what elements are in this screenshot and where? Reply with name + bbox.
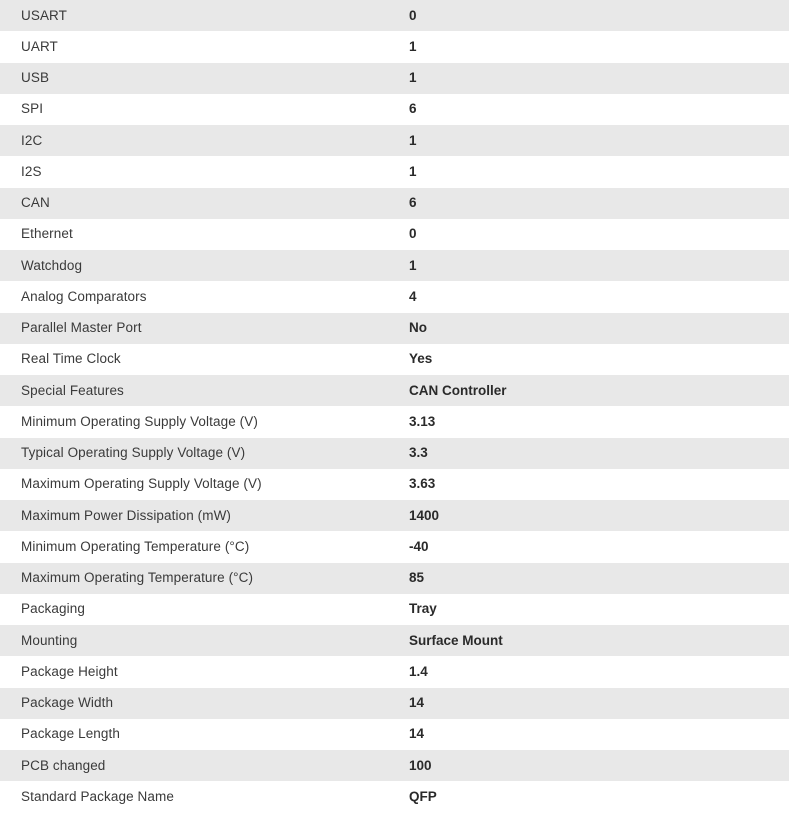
spec-label: Package Length — [21, 726, 120, 742]
spec-value: 85 — [409, 570, 425, 586]
spec-row — [0, 500, 789, 531]
spec-row — [0, 188, 789, 219]
spec-row — [0, 375, 789, 406]
spec-row — [0, 344, 789, 375]
spec-value: 100 — [409, 757, 432, 773]
spec-label: Minimum Operating Temperature (°C) — [21, 538, 250, 554]
spec-value: Yes — [409, 351, 433, 367]
spec-row — [0, 688, 789, 719]
spec-label: USB — [21, 70, 50, 86]
spec-label: Parallel Master Port — [21, 320, 142, 336]
spec-label: Special Features — [21, 382, 124, 398]
spec-label: I2S — [21, 163, 42, 179]
spec-row — [0, 31, 789, 62]
spec-label: USART — [21, 7, 68, 23]
spec-value: 0 — [409, 226, 417, 242]
spec-label: SPI — [21, 101, 44, 117]
spec-value: Tray — [409, 601, 437, 617]
spec-value: 1 — [409, 132, 417, 148]
spec-value: 3.13 — [409, 413, 436, 429]
spec-row — [0, 281, 789, 312]
spec-row — [0, 781, 789, 812]
spec-label: PCB changed — [21, 757, 106, 773]
spec-value: CAN Controller — [409, 382, 507, 398]
spec-label: Ethernet — [21, 226, 73, 242]
spec-label: Packaging — [21, 601, 85, 617]
spec-label: Analog Comparators — [21, 288, 147, 304]
spec-row — [0, 63, 789, 94]
spec-row — [0, 406, 789, 437]
spec-value: 14 — [409, 695, 425, 711]
spec-label: Maximum Power Dissipation (mW) — [21, 507, 232, 523]
spec-value: 1 — [409, 38, 417, 54]
spec-row — [0, 219, 789, 250]
spec-row — [0, 594, 789, 625]
spec-value: Surface Mount — [409, 632, 503, 648]
spec-value: 1 — [409, 163, 417, 179]
spec-row — [0, 563, 789, 594]
spec-value: 1400 — [409, 507, 440, 523]
spec-value: -40 — [409, 538, 429, 554]
spec-value: 3.63 — [409, 476, 436, 492]
spec-value: 1.4 — [409, 663, 428, 679]
spec-row — [0, 94, 789, 125]
spec-label: Watchdog — [21, 257, 83, 273]
spec-label: Minimum Operating Supply Voltage (V) — [21, 413, 258, 429]
spec-row — [0, 531, 789, 562]
spec-row — [0, 125, 789, 156]
spec-row — [0, 313, 789, 344]
spec-row — [0, 250, 789, 281]
spec-row — [0, 750, 789, 781]
spec-value: 6 — [409, 195, 417, 211]
spec-value: No — [409, 320, 427, 336]
spec-row — [0, 469, 789, 500]
spec-value: QFP — [409, 788, 437, 804]
spec-value: 6 — [409, 101, 417, 117]
spec-row — [0, 0, 789, 31]
spec-row — [0, 719, 789, 750]
spec-label: Maximum Operating Supply Voltage (V) — [21, 476, 262, 492]
spec-value: 3.3 — [409, 445, 428, 461]
spec-label: CAN — [21, 195, 50, 211]
spec-label: Maximum Operating Temperature (°C) — [21, 570, 254, 586]
spec-value: 1 — [409, 70, 417, 86]
spec-label: Standard Package Name — [21, 788, 174, 804]
spec-label: Package Height — [21, 663, 118, 679]
spec-row — [0, 438, 789, 469]
spec-label: Typical Operating Supply Voltage (V) — [21, 445, 246, 461]
spec-label: Package Width — [21, 695, 114, 711]
spec-row — [0, 625, 789, 656]
spec-value: 1 — [409, 257, 417, 273]
spec-label: UART — [21, 38, 58, 54]
spec-value: 4 — [409, 288, 417, 304]
spec-value: 14 — [409, 726, 425, 742]
spec-row — [0, 656, 789, 687]
spec-label: Real Time Clock — [21, 351, 121, 367]
spec-value: 0 — [409, 7, 417, 23]
spec-row — [0, 156, 789, 187]
spec-label: Mounting — [21, 632, 78, 648]
spec-label: I2C — [21, 132, 43, 148]
